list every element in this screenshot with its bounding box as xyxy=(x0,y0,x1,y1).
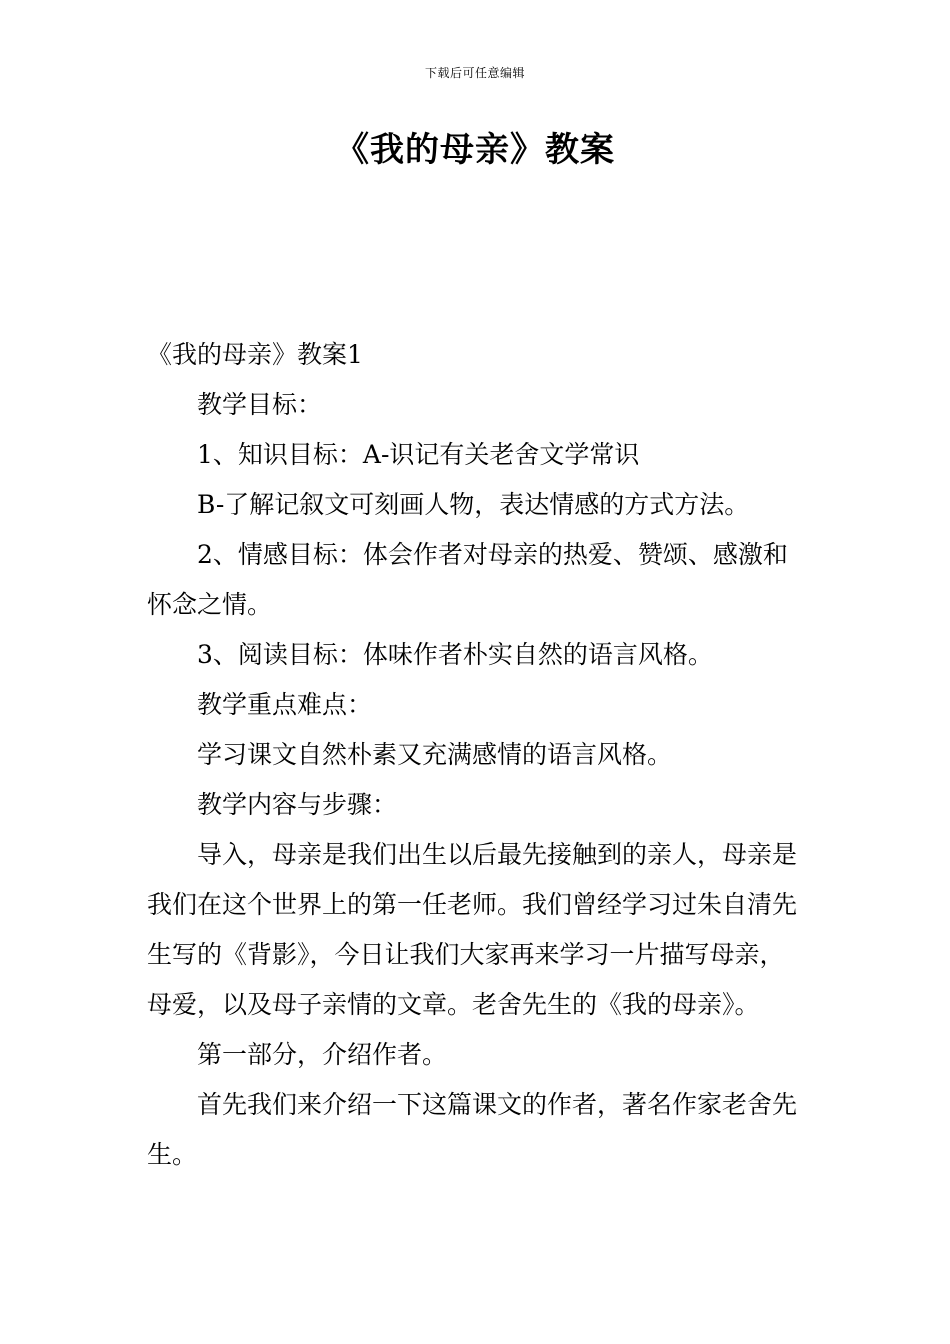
paragraph-key-points-heading: 教学重点难点： xyxy=(197,690,373,719)
document-body xyxy=(147,330,807,1180)
paragraph-steps-heading: 教学内容与步骤： xyxy=(197,790,398,819)
paragraph-knowledge-goal-b: B-了解记叙文可刻画人物，表达情感的方式方法。 xyxy=(197,490,750,519)
document-title: 《我的母亲》教案 xyxy=(335,130,615,170)
paragraph-author-intro: 首先我们来介绍一下这篇课文的作者，著名作家老舍先生。 xyxy=(147,1090,798,1169)
paragraph-teaching-goals: 教学目标： xyxy=(197,390,323,419)
paragraph-emotion-goal: 2、情感目标：体会作者对母亲的热爱、赞颂、感激和怀念之情。 xyxy=(147,540,788,619)
paragraph-reading-goal: 3、阅读目标：体味作者朴实自然的语言风格。 xyxy=(197,640,713,669)
section-title: 《我的母亲》教案1 xyxy=(147,340,363,369)
paragraph-key-points: 学习课文自然朴素又充满感情的语言风格。 xyxy=(197,740,673,769)
paragraph-introduction: 导入，母亲是我们出生以后最先接触到的亲人，母亲是我们在这个世界上的第一任老师。我们曾经学习过朱自清先生写的《背影》，今日让我们大家再来学习一片描写母亲，母爱，以及母子亲情的文章。老舍先生的《我的母亲》。 xyxy=(147,840,798,1019)
page-header-note: 下载后可任意编辑 xyxy=(424,66,525,80)
paragraph-knowledge-goal: 1、知识目标：A-识记有关老舍文学常识 xyxy=(197,440,640,469)
paragraph-part-one: 第一部分，介绍作者。 xyxy=(197,1040,448,1069)
